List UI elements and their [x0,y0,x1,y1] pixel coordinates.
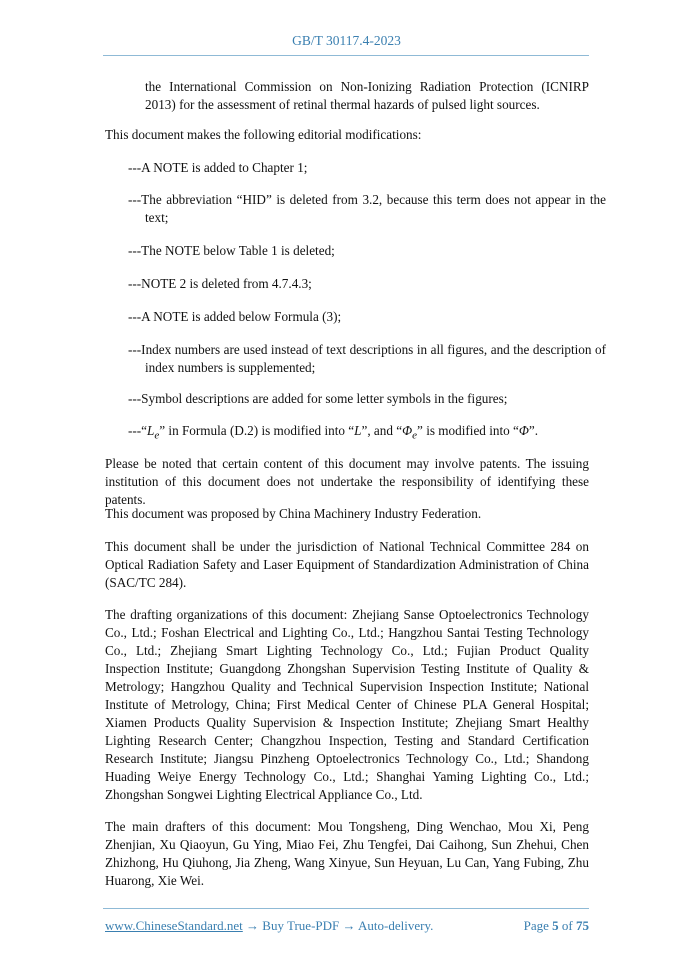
list-item: ---The abbreviation “HID” is deleted from 3.2, because this term does not appear in the text; [128,192,606,225]
footer-rule [103,908,589,909]
proposed-paragraph: This document was proposed by China Machinery Industry Federation. [105,506,482,521]
footer [105,917,589,935]
jurisdiction-paragraph: This document shall be under the jurisdiction of National Technical Committee 284 on Optical Radiation Safety and Laser Equipment of Standardization Administration of China (SAC/TC 284). [105,539,589,590]
symbol: Φ [518,423,529,438]
formula-list-item [128,422,606,445]
text: ” is modified into “ [417,423,519,438]
subscript: e [154,429,160,442]
symbol: L [354,423,362,438]
text: ”, and “ [361,423,403,438]
list-item: ---A NOTE is added below Formula (3); [128,309,342,324]
list-item: ---NOTE 2 is deleted from 4.7.4.3; [128,276,312,291]
drafting-orgs-paragraph: The drafting organizations of this document: Zhejiang Sanse Optoelectronics Technology Co., Ltd.; Foshan Electrical and Lighting Co., Ltd.; Hangzhou Santai Testing Technology Co., Ltd.; Zhejiang Smart Lighting Technology Co., Ltd.; Fujian Product Quality Inspection Institute; Guangdong Zhongshan Supervision Testing Institute of Quality & Metrology; Hangzhou Quality and Technical Supervision Inspection Institute; National Institute of Metrology, China; First Medical Center of Chinese PLA General Hospital; Xiamen Products Quality Supervision & Inspection Institute; Zhejiang Smart Healthy Lighting Research Center; Changzhou Inspection, Testing and Standard Certification Research Institute; Jiangsu Pinzheng Optoelectronics Technology Co., Ltd.; Shandong Huading Weiye Energy Technology Co., Ltd.; Shanghai Yaming Lighting Co., Ltd.; Zhongshan Songwei Lighting Electrical Appliance Co., Ltd. [105,607,589,802]
intro-paragraph: the International Commission on Non-Ionizing Radiation Protection (ICNIRP 2013) for the assessment of retinal thermal hazards of pulsed light sources. [145,79,589,112]
page-total: 75 [576,918,589,933]
list-item: ---Index numbers are used instead of text descriptions in all figures, and the description of index numbers is supplemented; [128,342,606,375]
list-item: ---A NOTE is added to Chapter 1; [128,160,308,175]
promo-text: → Buy True-PDF → Auto-delivery. [242,918,434,933]
subscript: e [412,429,418,442]
text: ”. [528,423,539,438]
text: ” in Formula (D.2) is modified into “ [159,423,355,438]
header-title: GB/T 30117.4-2023 [292,33,401,48]
symbol: Φ [402,423,413,438]
website-link[interactable]: www.ChineseStandard.net [105,918,243,933]
page-label: Page [523,918,549,933]
list-item: ---The NOTE below Table 1 is deleted; [128,243,335,258]
symbol: L [147,423,155,438]
page-indicator [524,917,589,935]
patents-paragraph: Please be noted that certain content of this document may involve patents. The issuing institution of this document does not undertake the responsibility of identifying these patents. [105,456,589,507]
text: ---“ [128,423,148,438]
of-label: of [561,918,573,933]
header-rule [103,55,589,56]
editorial-intro: This document makes the following editorial modifications: [105,127,422,142]
drafters-paragraph: The main drafters of this document: Mou Tongsheng, Ding Wenchao, Mou Xi, Peng Zhenjian, Xu Qiaoyun, Gu Ying, Miao Fei, Zhu Tengfei, Dai Caihong, Sun Zhehui, Chen Zhizhong, Hu Qiuhong, Jia Zheng, Wang Xinyue, Sun Heyuan, Lu Can, Yang Fubing, Zhu Huarong, Xie Wei. [105,819,589,888]
list-item: ---Symbol descriptions are added for some letter symbols in the figures; [128,391,508,406]
page-number: 5 [552,918,559,933]
